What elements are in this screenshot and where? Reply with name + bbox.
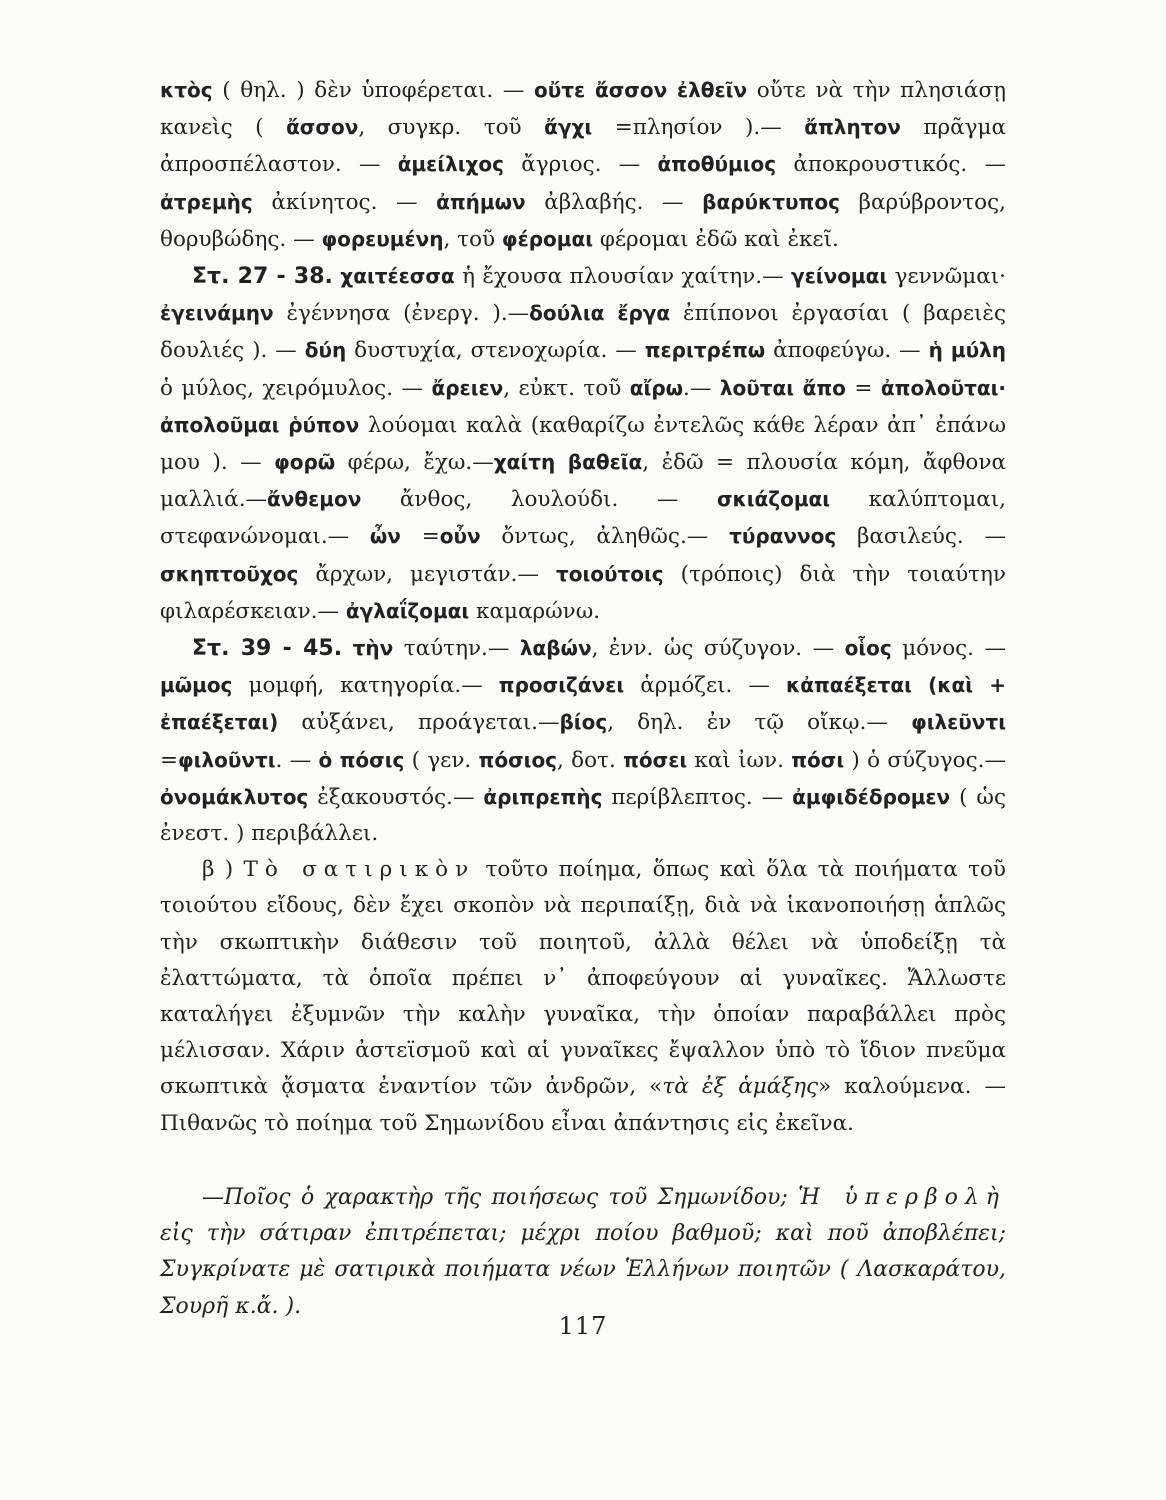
term: φιλοῦντι [178, 747, 276, 772]
verse-range: Στ. 39 - 45. [192, 636, 343, 662]
term: ἄγχι [544, 115, 593, 140]
term: ἄπλητον [804, 115, 901, 140]
term: πόσιος [478, 747, 558, 772]
page-number: 117 [558, 1312, 608, 1340]
term: ἀμφιδέδρομεν [792, 784, 951, 809]
term: κἀπαέξεται (καὶ + ἐπαέξεται) [160, 673, 1006, 735]
term: φορῶ [274, 450, 336, 475]
term: φιλεῦντι [911, 710, 1006, 735]
term: φορευμένη [321, 226, 444, 251]
term: πόσι [791, 747, 845, 772]
term: μῶμος [160, 673, 233, 698]
glossary-section-2: Στ. 27 - 38. χαιτέεσσα ἡ ἔχουσα πλουσίαν χαίτην.— γείνομαι γεννῶμαι· ἐγεινάμην ἐγέννησα (ἐνεργ. ).—δούλια ἔργα ἐπίπονοι ἐργασίαι ( βαρειὲς δουλιές ). — δύη δυστυχία, στενοχωρία. — περιτρέπω ἀποφεύγω. — ἡ μύλη ὁ μύλος, χειρόμυλος. — ἄρειεν, εὐκτ. τοῦ αἴρω.— λοῦται ἄπο = ἀπολοῦται· ἀπολοῦμαι ῥύπον λούομαι καλὰ (καθαρίζω ἐντελῶς κάθε λέραν ἀπ᾽ ἐπάνω μου ). — φορῶ φέρω, ἔχω.—χαίτη βαθεῖα, ἐδῶ = πλουσία κόμη, ἄφθονα μαλλιά.—ἄνθεμον ἄνθος, λουλούδι. — σκιάζομαι καλύπτομαι, στεφανώνομαι.— ὦν =οὖν ὄντως, ἀληθῶς.— τύραννος βασιλεύς. — σκηπτοῦχος ἄρχων, μεγιστάν.— τοιούτοις (τρόποις) διὰ τὴν τοιαύτην φιλαρέσκειαν.— ἀγλαΐζομαι καμαρώνω. [160, 264, 1007, 624]
term: ἀγλαΐζομαι [345, 598, 470, 623]
term: τοιούτοις [555, 561, 664, 586]
term: σκιάζομαι [716, 487, 831, 512]
term: ἀμείλιχος [397, 152, 505, 177]
spaced-emphasis: Ἡ ὑπερβολὴ [798, 1184, 1006, 1210]
term: λοῦται ἄπο [719, 375, 846, 400]
term: ἀτρεμὴς [160, 189, 253, 214]
term: ἀπήμων [436, 189, 526, 214]
term: τύραννος [729, 524, 837, 549]
commentary-paragraph: β ) Τὸ σατιρικὸν τοῦτο ποίημα, ὅπως καὶ ὅλα τὰ ποιήματα τοῦ τοιούτου εἴδους, δὲν ἔχει σκοπὸν νὰ περιπαίξῃ, διὰ νὰ ἱκανοποιήσῃ ἁπλῶς τὴν σκωπτικὴν διάθεσιν τοῦ ποιητοῦ, ἀλλὰ θέλει νὰ ὑποδείξῃ τὰ ἐλαττώματα, τὰ ὁποῖα πρέπει ν᾽ ἀποφεύγουν αἱ γυναῖκες. Ἄλλωστε καταλήγει ἐξυμνῶν τὴν καλὴν γυναῖκα, τὴν ὁποίαν παραβάλλει πρὸς μέλισσαν. Χάριν ἀστεϊσμοῦ καὶ αἱ γυναῖκες ἔψαλλον ὑπὸ τὸ ἴδιον πνεῦμα σκωπτικὰ ᾄσματα ἐναντίον τῶν ἀνδρῶν, «τὰ ἐξ ἁμάξης» καλούμενα. — Πιθανῶς τὸ ποίημα τοῦ Σημωνίδου εἶναι ἀπάντησις εἰς ἐκεῖνα. [160, 857, 1006, 1136]
term: βαρύκτυπος [702, 189, 840, 214]
term: ὁ πόσις [318, 747, 405, 772]
term: ἄσσον [286, 115, 359, 140]
term: δούλια ἔργα [529, 301, 671, 326]
glossary-section-3: Στ. 39 - 45. τὴν ταύτην.— λαβών, ἐνν. ὡς σύζυγον. — οἷος μόνος. — μῶμος μομφή, κατηγορία.— προσιζάνει ἁρμόζει. — κἀπαέξεται (καὶ + ἐπαέξεται) αὐξάνει, προάγεται.—βίος, δηλ. ἐν τῷ οἴκῳ.— φιλεῦντι =φιλοῦντι. — ὁ πόσις ( γεν. πόσιος, δοτ. πόσει καὶ ἰων. πόσι ) ὁ σύζυγος.— ὀνομάκλυτος ἐξακουστός.— ἀριπρεπὴς περίβλεπτος. — ἀμφιδέδρομεν ( ὡς ἐνεστ. ) περιβάλλει. [160, 636, 1006, 847]
term: οὖν [439, 524, 481, 549]
term: ὀνομάκλυτος [160, 784, 309, 809]
term: κτὸς [160, 78, 213, 102]
term: οὔτε ἄσσον ἐλθεῖν [534, 78, 748, 102]
spaced-emphasis: Τὸ σατιρικὸν [243, 857, 476, 883]
glossary-section-1: κτὸς ( θηλ. ) δὲν ὑποφέρεται. — οὔτε ἄσσον ἐλθεῖν οὔτε νὰ τὴν πλησιάσῃ κανεὶς ( ἄσσον, συγκρ. τοῦ ἄγχι =πλησίον ).— ἄπλητον πρᾶγμα ἀπροσπέλαστον. — ἀμείλιχος ἄγριος. — ἀποθύμιος ἀποκρουστικός. — ἀτρεμὴς ἀκίνητος. — ἀπήμων ἀβλαβής. — βαρύκτυπος βαρύβροντος, θορυβώδης. — φορευμένη, τοῦ φέρομαι φέρομαι ἐδῶ καὶ ἐκεῖ. [160, 78, 1007, 252]
verse-range: Στ. 27 - 38. [192, 264, 333, 290]
term: αἴρω [629, 375, 684, 400]
term: γείνομαι [791, 264, 888, 289]
term: ἀποθύμιος [657, 152, 777, 177]
term: πόσει [623, 747, 688, 772]
term: ἐγεινάμην [160, 301, 274, 326]
term: λαβών [519, 636, 592, 661]
term: σκηπτοῦχος [160, 561, 299, 586]
term: φέρομαι [501, 226, 594, 251]
term: προσιζάνει [498, 673, 625, 698]
quoted-phrase: τὰ ἐξ ἁμάξης [662, 1074, 819, 1100]
term: χαίτη βαθεῖα [493, 450, 643, 475]
term: ἄνθεμον [267, 487, 362, 512]
section-label: β ) [202, 857, 234, 883]
term: ὦν [369, 524, 401, 549]
term: χαιτέεσσα [340, 264, 455, 289]
term: περιτρέπω [644, 338, 766, 363]
term: βίος [559, 710, 608, 735]
term: τὴν [352, 636, 394, 661]
term: δύη [304, 338, 347, 363]
term: οἷος [844, 636, 892, 661]
term: ἄρειεν [431, 375, 504, 400]
term: ἀριπρεπὴς [483, 784, 603, 809]
term: ἡ μύλη [928, 338, 1007, 363]
review-question: —Ποῖος ὁ χαρακτὴρ τῆς ποιήσεως τοῦ Σημωνίδου; Ἡ ὑπερβολὴ εἰς τὴν σάτιραν ἐπιτρέπεται; μέχρι ποίου βαθμοῦ; καὶ ποῦ ἀποβλέπει; Συγκρίνατε μὲ σατιρικὰ ποιήματα νέων Ἑλλήνων ποιητῶν ( Λασκαράτου, Σουρῆ κ.ἄ. ). [160, 1184, 1006, 1319]
term: ἀπολοῦται· ἀπολοῦμαι ῥύπον [160, 375, 1007, 437]
